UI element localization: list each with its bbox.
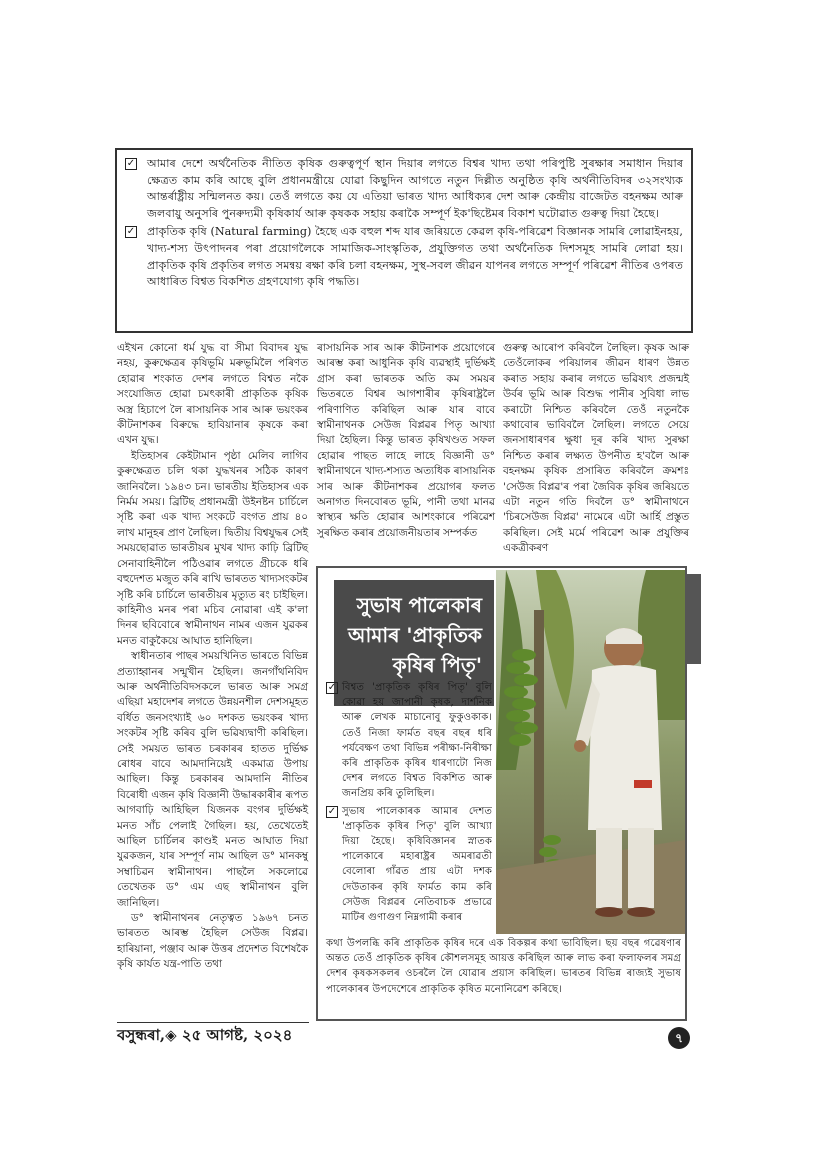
article-column-2 — [317, 341, 495, 541]
summary-text-2: প্ৰাকৃতিক কৃষি (Natural farming) হৈছে এক বহুল শব্দ যাৰ জৰিয়তে কেৱল কৃষি-পৰিৱেশ বিজ্ঞানক সামৰি লোৱাইনহয়, খাদ্য-শস্য উৎপাদনৰ পৰা প্ৰয়োগলৈকে সামাজিক-সাংস্কৃতিক, প্ৰযুক্তিগত তথা অৰ্থনৈতিক দিশসমূহ সামৰি লোৱা হয়। প্ৰাকৃতিক কৃষি প্ৰকৃতিৰ লগত সমন্বয় ৰক্ষা কৰি চলা বহনক্ষম, সুস্থ-সবল জীৱন যাপনৰ লগতে সম্পূৰ্ণ পৰিৱেশ নীতিৰ ওপৰত আধাৰিত বিশ্বত বিকশিত গ্ৰহণযোগ্য কৃষি পদ্ধতি। — [147, 225, 683, 289]
feature-bullet-text-1: বিশ্বত 'প্ৰাকৃতিক কৃষিৰ পিতৃ' বুলি কোৱা হয় জাপানী কৃষক, দাৰ্শনিক আৰু লেখক মাচানোবু ফুকুওকাক। তেওঁ নিজা ফাৰ্মত বছৰ বছৰ ধৰি পৰ্যবেক্ষণ তথা বিভিন্ন পৰীক্ষা-নিৰীক্ষা কৰি প্ৰাকৃতিক কৃষিৰ ধাৰণাটো নিজ দেশৰ লগতে বিশ্বত বিকশিত আৰু জনপ্ৰিয় কৰি তুলিছিল। — [342, 682, 492, 800]
checkbox-icon: ✓ — [327, 682, 337, 693]
feature-bullets — [326, 680, 492, 925]
summary-bullet — [125, 156, 683, 222]
checkbox-icon: ✓ — [126, 158, 136, 169]
paragraph: গুৰুত্ব আৰোপ কৰিবলৈ লৈছিল। কৃষক আৰু তেওঁলোকৰ পৰিয়ালৰ জীৱন ধাৰণ উন্নত কৰাত সহায় কৰাৰ লগতে ভৱিষ্যৎ প্ৰজন্মই উৰ্বৰ ভূমি আৰু বিশুদ্ধ পানীৰ সুবিধা লাভ কৰাটো নিশ্চিত কৰিবলৈ তেওঁ নতুনকৈ কথাবোৰ ভাবিবলৈ লৈছিল। লগতে সেয়ে জনসাধাৰণৰ ক্ষুধা দূৰ কৰি খাদ্য সুৰক্ষা নিশ্চিত কৰাৰ লক্ষ্যত উপনীত হ'বলৈ আৰু বহনক্ষম কৃষিক প্ৰসাৰিত কৰিবলৈ ক্ৰমশঃ 'সেউজ বিপ্লৱ'ৰ পৰা জৈবিক কৃষিৰ জৰিয়তে এটা নতুন গতি দিবলৈ ড° স্বামীনাথনে 'চিৰসেউজ বিপ্লৱ' নামেৰে এটা আৰ্হি প্ৰস্তুত কৰিছিল। সেই মৰ্মে পৰিৱেশ আৰু প্ৰযুক্তিৰ একত্ৰীকৰণ — [503, 342, 689, 555]
paragraph: ড° স্বামীনাথনৰ নেতৃত্বত ১৯৬৭ চনত ভাৰতত আৰম্ভ হৈছিল সেউজ বিপ্লৱ। হাৰিয়ানা, পঞ্জাব আৰু উত্তৰ প্ৰদেশত বিশেষকৈ কৃষি কাৰ্যত যন্ত্ৰ-পাতি তথা — [117, 912, 308, 971]
checkbox-icon: ✓ — [327, 805, 337, 817]
paragraph: ইতিহাসৰ কেইটামান পৃষ্ঠা মেলিব লাগিব কুৰুক্ষেত্ৰত চলি থকা যুদ্ধখনৰ সঠিক কাৰণ জানিবলৈ। ১৯৪৩ চন। ভাৰতীয় ইতিহাসৰ এক নিৰ্মম সময়। ব্ৰিটিছ প্ৰধানমন্ত্ৰী উইনষ্টন চাৰ্চিলে সৃষ্টি কৰা এক খাদ্য সংকটে বংগত প্ৰায় ৪০ লাখ মানুহৰ প্ৰাণ লৈছিল। দ্বিতীয় বিশ্বযুদ্ধৰ সেই সময়ছোৱাত ভাৰতীয়ৰ মুখৰ খাদ্য কাঢ়ি ব্ৰিটিছ সেনাবাহিনীলৈ পঠিওৱাৰ লগতে গ্ৰীচকে ধৰি বহুদেশত মজুত কৰি ৰাখি ভাৰতত খাদ্যসংকটৰ সৃষ্টি কৰি চাৰ্চিলে ভাৰতীয়ৰ মৃত্যুত ৰং চাইছিল। কাহিনীও মনৰ পৰা মচিব নোৱাৰা এই ক'লা দিনৰ ছবিবোৰে স্বামীনাথন নামৰ এজন যুৱকৰ মনত বাকুকৈয়ে আঘাত হানিছিল। — [117, 449, 308, 647]
checkbox-icon: ✓ — [126, 226, 136, 238]
feature-title-line: সুভাষ পালেকাৰ — [356, 593, 482, 617]
side-band — [687, 574, 701, 664]
feature-bullet — [326, 804, 492, 926]
summary-bullet — [125, 224, 683, 290]
summary-box — [115, 148, 693, 333]
paragraph: এইখন কোনো ধৰ্ম যুদ্ধ বা সীমা বিবাদৰ যুদ্ধ নহয়, কুৰুক্ষেত্ৰৰ কৃষিভূমি মৰুভূমিলৈ পৰিণত হোৱাৰ শংকাত দেশৰ লগতে বিশ্বত নকৈ সংযোজিত হোৱা চমৎকাৰী প্ৰাকৃতিক কৃষিক অস্ত্ৰ হিচাপে লৈ ৰাসায়নিক সাৰ আৰু ভয়ংকৰ কীটনাশকৰ বিৰুদ্ধে হাবিয়ানাৰ কৃষকে কৰা এখন যুদ্ধ। — [117, 342, 308, 447]
feature-tail-text: কথা উপলব্ধি কৰি প্ৰাকৃতিক কৃষিৰ দৰে এক বিকল্পৰ কথা ভাবিছিল। ছয় বছৰ গৱেষণাৰ অন্তত তেওঁ প্ৰাকৃতিক কৃষিৰ কৌশলসমূহ আয়ত্ত কৰিছিল আৰু লাভ কৰা ফলাফলৰ সমগ্ৰ দেশৰ কৃষকসকলৰ ওচৰলৈ লৈ যোৱাৰ প্ৰয়াস কৰিছিল। ভাৰতৰ বিভিন্ন ৰাজ্যই সুভাষ পালেকাৰৰ উপদেশেৰে প্ৰাকৃতিক কৃষিত মনোনিৱেশ কৰিছে। — [326, 938, 681, 995]
footer-divider — [117, 1022, 309, 1023]
feature-box — [316, 566, 687, 1021]
article-column-3 — [503, 341, 689, 557]
paragraph: স্বাধীনতাৰ পাছৰ সময়খিনিত ভাৰতে বিভিন্ন প্ৰত্যাহ্বানৰ সন্মুখীন হৈছিল। জনগাঁথনিবিদ আৰু অৰ্থনীতিবিদসকলে ভাৰত আৰু সমগ্ৰ এছিয়া মহাদেশৰ লগতে উন্নয়নশীল দেশসমূহত বৰ্ধিত জনসংখ্যাই ৬০ দশকত ভয়ংকৰ খাদ্য সংকটৰ সৃষ্টি কৰিব বুলি ভৱিষ্যদ্বাণী কৰিছিল। সেই সময়ত ভাৰত চৰকাৰৰ হাতত দুৰ্ভিক্ষ ৰোধৰ বাবে আমদানিয়েই একমাত্ৰ উপায় আছিল। কিন্তু চৰকাৰৰ আমদানি নীতিৰ বিৰোধী এজন কৃষি বিজ্ঞানী উদ্ধাৰকাৰীৰ ৰূপত আগবাঢ়ি আহিছিল যিজনক বংগৰ দুৰ্ভিক্ষই মনত সাঁচ পেলাই গৈছিল। হয়, তেখেতেই আছিল চাৰ্চিলৰ কাণ্ডই মনত আঘাত দিয়া যুৱকজন, যাৰ সম্পূৰ্ণ নাম আছিল ড° মানকম্বু সম্বাচিৱন স্বামীনাথন। পাছলৈ সকলোৱে তেখেতক ড° এম এছ স্বামীনাথন বুলি জানিছিল। — [117, 650, 308, 909]
feature-title-line: আমাৰ 'প্ৰাকৃতিক — [347, 623, 482, 647]
publication-footer: বসুন্ধৰা,◈ ২৫ আগষ্ট, ২০২৪ — [117, 1026, 293, 1044]
paragraph: ৰাসায়নিক সাৰ আৰু কীটনাশক প্ৰয়োগেৰে আৰম্ভ কৰা আধুনিক কৃষি ব্যৱস্থাই দুৰ্ভিক্ষই গ্ৰাস কৰা ভাৰতক অতি কম সময়ৰ ভিতৰতে বিশ্বৰ আগশাৰীৰ কৃষিৰাষ্ট্ৰলৈ পৰিণাণিত কৰিছিল আৰু যাৰ বাবে স্বামীনাথনক সেউজ বিপ্লৱৰ পিতৃ আখ্যা দিয়া হৈছিল। কিন্তু ভাৰত কৃষিখণ্ডত সফল হোৱাৰ পাছত লাহে লাহে বিজ্ঞানী ড° স্বামীনাথনে খাদ্য-শস্যত অত্যধিক ৰাসায়নিক সাৰ আৰু কীটনাশকৰ প্ৰয়োগৰ ফলত অনাগত দিনবোৰত ভূমি, পানী তথা মানৱ স্বাস্থ্যৰ ক্ষতি হোৱাৰ আশংকাৰে পৰিৱেশ সুৰক্ষিত কৰাৰ প্ৰয়োজনীয়তাৰ সম্পৰ্কত — [317, 342, 495, 539]
summary-text-1: আমাৰ দেশে অৰ্থনৈতিক নীতিত কৃষিক গুৰুত্বপূৰ্ণ স্থান দিয়াৰ লগতে বিশ্বৰ খাদ্য তথা পৰিপুষ্টি সুৰক্ষাৰ সমাধান দিয়াৰ ক্ষেত্ৰত কাম কৰি আছে বুলি প্ৰধানমন্ত্ৰীয়ে যোৱা কিছুদিন আগতে নতুন দিল্লীত অনুষ্ঠিত কৃষি অৰ্থনীতিবিদৰ ৩২সংখ্যক আন্তৰ্ৰাষ্ট্ৰীয় সন্মিলনত কয়। তেওঁ লগতে কয় যে এতিয়া ভাৰত খাদ্য আধিক্যৰ দেশ আৰু কেন্দ্ৰীয় বাজেটত বহনক্ষম আৰু জলবায়ু অনুসৰি পুনৰুদ্যমী কৃষিকাৰ্য আৰু কৃষকক সহায় কৰাকৈ সম্পূৰ্ণ ইক'ছিষ্টেমৰ বিকাশ ঘটোৱাত গুৰুত্ব দিয়া হৈছে। — [147, 157, 683, 220]
article-column-1 — [117, 341, 308, 973]
feature-bullet — [326, 680, 492, 802]
feature-title-line: কৃষিৰ পিতৃ' — [392, 653, 482, 677]
page-number: ৭ — [668, 1027, 690, 1049]
feature-bullet-text-2: সুভাষ পালেকাৰক আমাৰ দেশত 'প্ৰাকৃতিক কৃষিৰ পিতৃ' বুলি আখ্যা দিয়া হৈছে। কৃষিবিজ্ঞানৰ স্নাতক পালেকাৰে মহাৰাষ্ট্ৰৰ অমৰাৱতী বেলোৰা গাঁৱত প্ৰায় এটা দশক দেউতাকৰ কৃষি ফাৰ্মত কাম কৰি সেউজ বিপ্লৱৰ নেতিবাচক প্ৰভাৱে মাটিৰ গুণাগুণ নিম্নগামী কৰাৰ — [342, 805, 492, 924]
banana-plant-photo — [496, 570, 685, 934]
